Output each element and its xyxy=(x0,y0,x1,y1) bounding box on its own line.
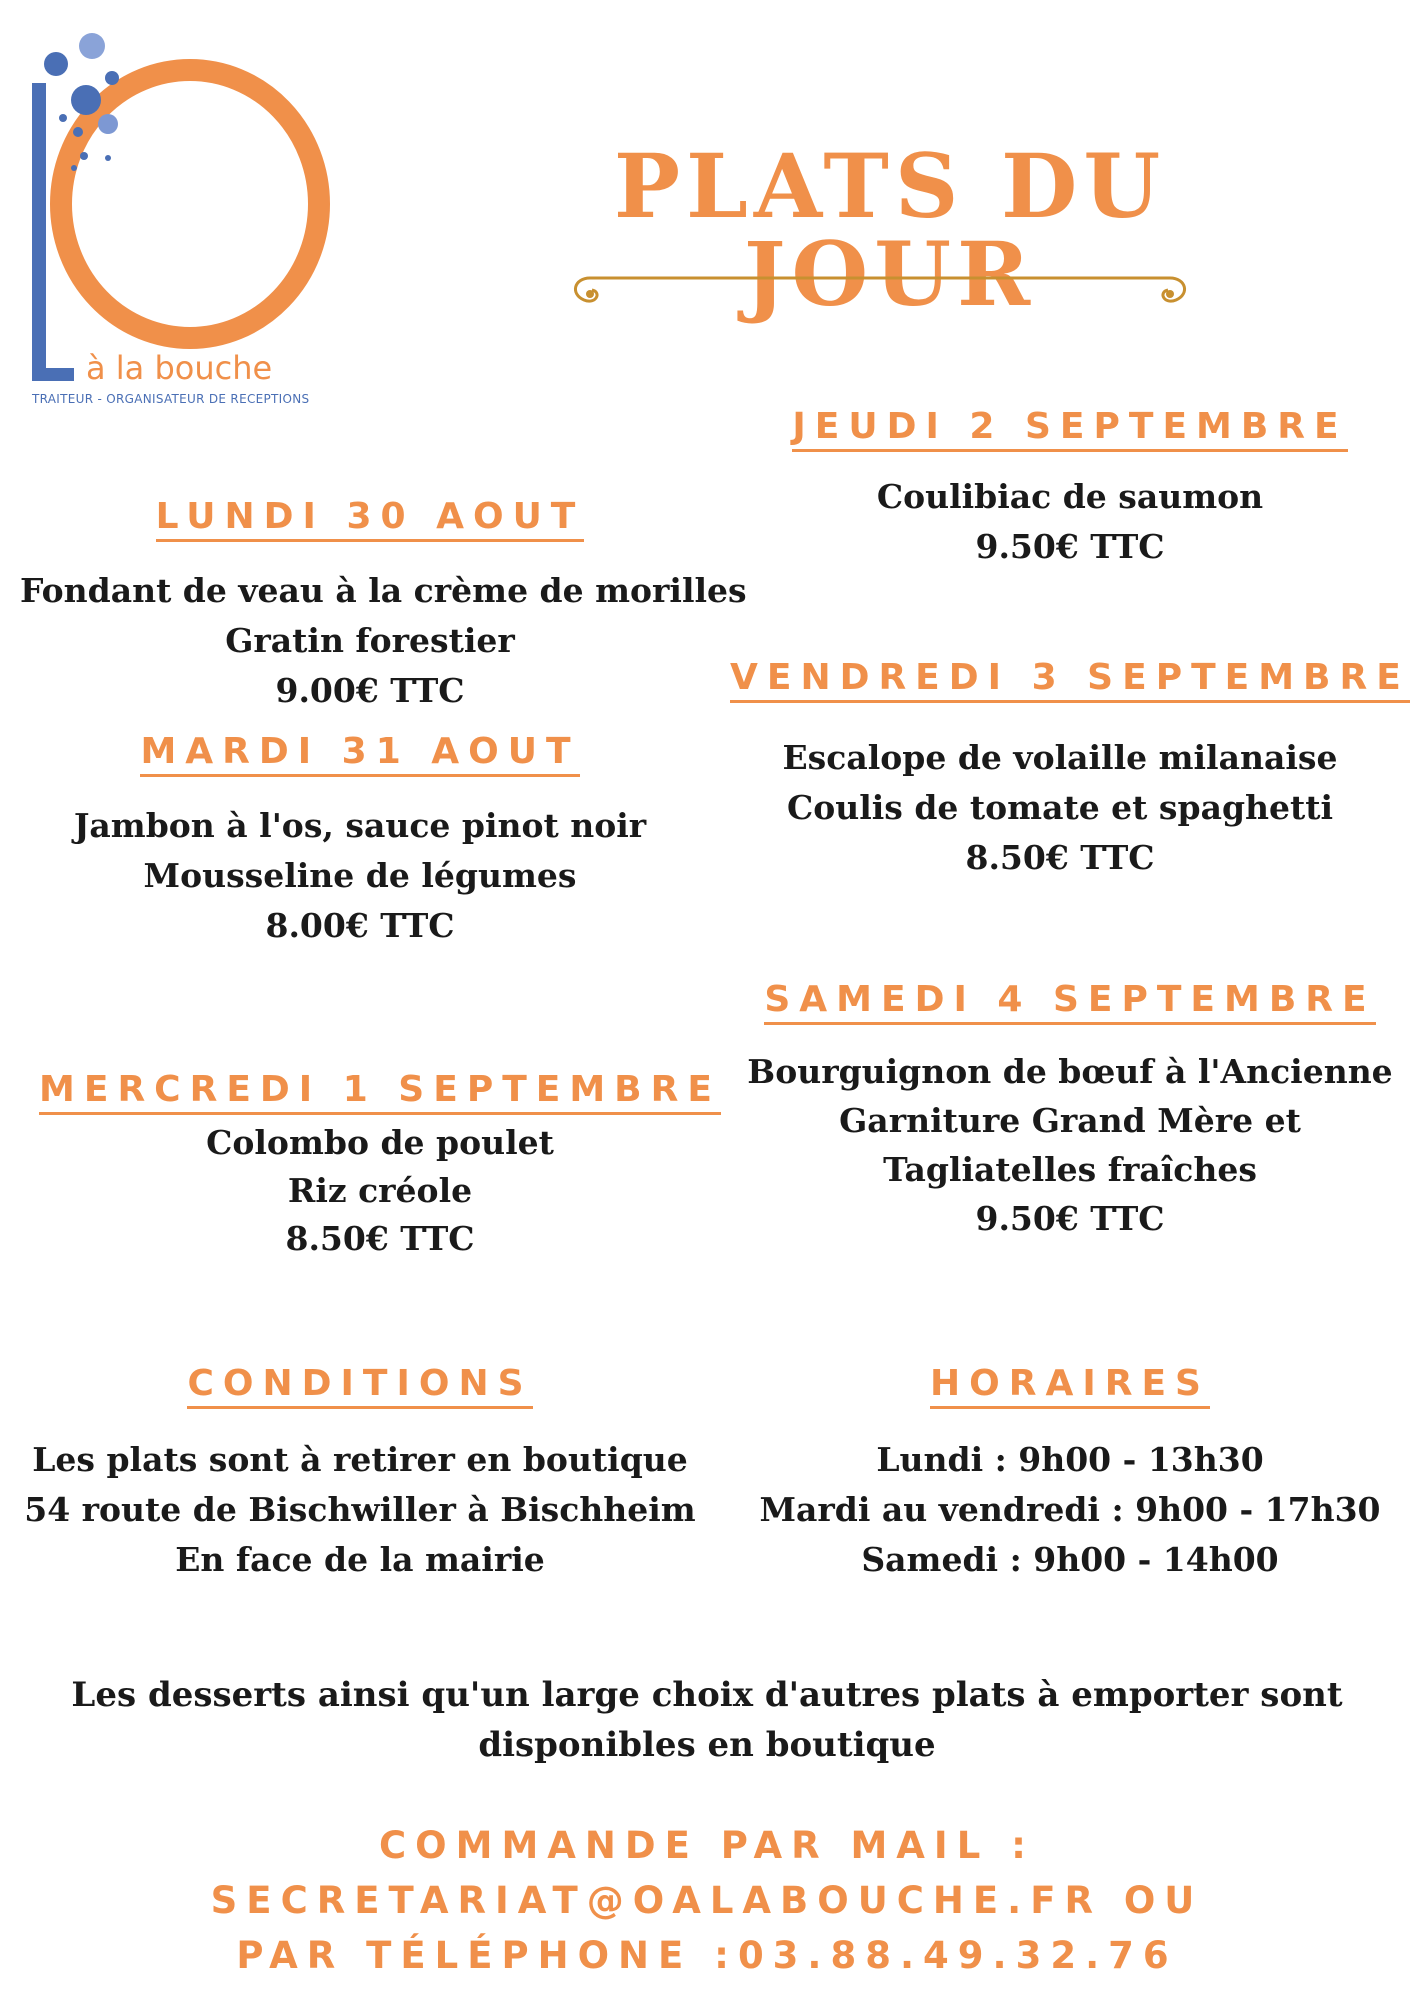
dish-line: Gratin forestier xyxy=(225,620,515,660)
day-section-vendredi xyxy=(730,657,1410,883)
day-heading: JEUDI 2 SEPTEMBRE xyxy=(792,407,1347,452)
conditions-line: En face de la mairie xyxy=(175,1539,545,1579)
dish-line: Tagliatelles fraîches xyxy=(883,1149,1257,1189)
dish-line: Riz créole xyxy=(287,1170,473,1210)
conditions-section xyxy=(20,1364,700,1585)
dish-line: Colombo de poulet xyxy=(206,1122,554,1162)
hours-line: Mardi au vendredi : 9h00 - 17h30 xyxy=(759,1489,1381,1529)
day-heading: MERCREDI 1 SEPTEMBRE xyxy=(39,1070,721,1115)
day-section-jeudi xyxy=(730,407,1410,572)
dish-line: Coulis de tomate et spaghetti xyxy=(786,787,1334,827)
hours-line: Samedi : 9h00 - 14h00 xyxy=(861,1539,1279,1579)
conditions-heading: CONDITIONS xyxy=(187,1364,532,1409)
dish-line: Coulibiac de saumon xyxy=(876,476,1264,516)
logo-name: à la bouche xyxy=(86,349,273,387)
dish-line: Jambon à l'os, sauce pinot noir xyxy=(73,805,647,845)
day-section-mardi xyxy=(10,732,710,951)
logo-tagline: TRAITEUR - ORGANISATEUR DE RECEPTIONS xyxy=(32,392,310,406)
day-heading: SAMEDI 4 SEPTEMBRE xyxy=(764,980,1375,1025)
day-section-lundi xyxy=(20,496,747,716)
order-info xyxy=(100,1818,1314,1983)
dish-line: Garniture Grand Mère et xyxy=(839,1100,1301,1140)
ornamental-divider xyxy=(570,272,1190,312)
price-line: 9.50€ TTC xyxy=(975,526,1165,566)
horaires-section xyxy=(730,1364,1410,1585)
day-heading: VENDREDI 3 SEPTEMBRE xyxy=(730,658,1410,703)
order-line-mail: COMMANDE PAR MAIL : xyxy=(379,1824,1035,1867)
dish-line: Fondant de veau à la crème de morilles xyxy=(20,570,747,610)
day-heading: LUNDI 30 AOUT xyxy=(156,497,585,542)
day-section-mercredi xyxy=(30,1070,730,1263)
day-section-samedi xyxy=(730,980,1410,1243)
price-line: 9.00€ TTC xyxy=(275,670,465,710)
dish-line: Bourguignon de bœuf à l'Ancienne xyxy=(747,1051,1393,1091)
dish-line: Escalope de volaille milanaise xyxy=(782,737,1338,777)
day-heading: MARDI 31 AOUT xyxy=(140,732,579,777)
conditions-line: Les plats sont à retirer en boutique xyxy=(32,1439,688,1479)
price-line: 9.50€ TTC xyxy=(975,1198,1165,1238)
price-line: 8.00€ TTC xyxy=(265,905,455,945)
dish-line: Mousseline de légumes xyxy=(143,855,577,895)
page-title: PLATS DU JOUR xyxy=(613,134,1167,326)
order-email: SECRETARIAT@OALABOUCHE.FR OU xyxy=(210,1879,1204,1922)
price-line: 8.50€ TTC xyxy=(285,1218,475,1258)
price-line: 8.50€ TTC xyxy=(965,837,1155,877)
hours-line: Lundi : 9h00 - 13h30 xyxy=(876,1439,1264,1479)
horaires-heading: HORAIRES xyxy=(930,1364,1210,1409)
address-line: 54 route de Bischwiller à Bischheim xyxy=(24,1489,696,1529)
desserts-note: Les desserts ainsi qu'un large choix d'autres plats à emporter sont disponibles en boutique xyxy=(71,1675,1343,1765)
order-phone: PAR TÉLÉPHONE :03.88.49.32.76 xyxy=(236,1934,1178,1977)
